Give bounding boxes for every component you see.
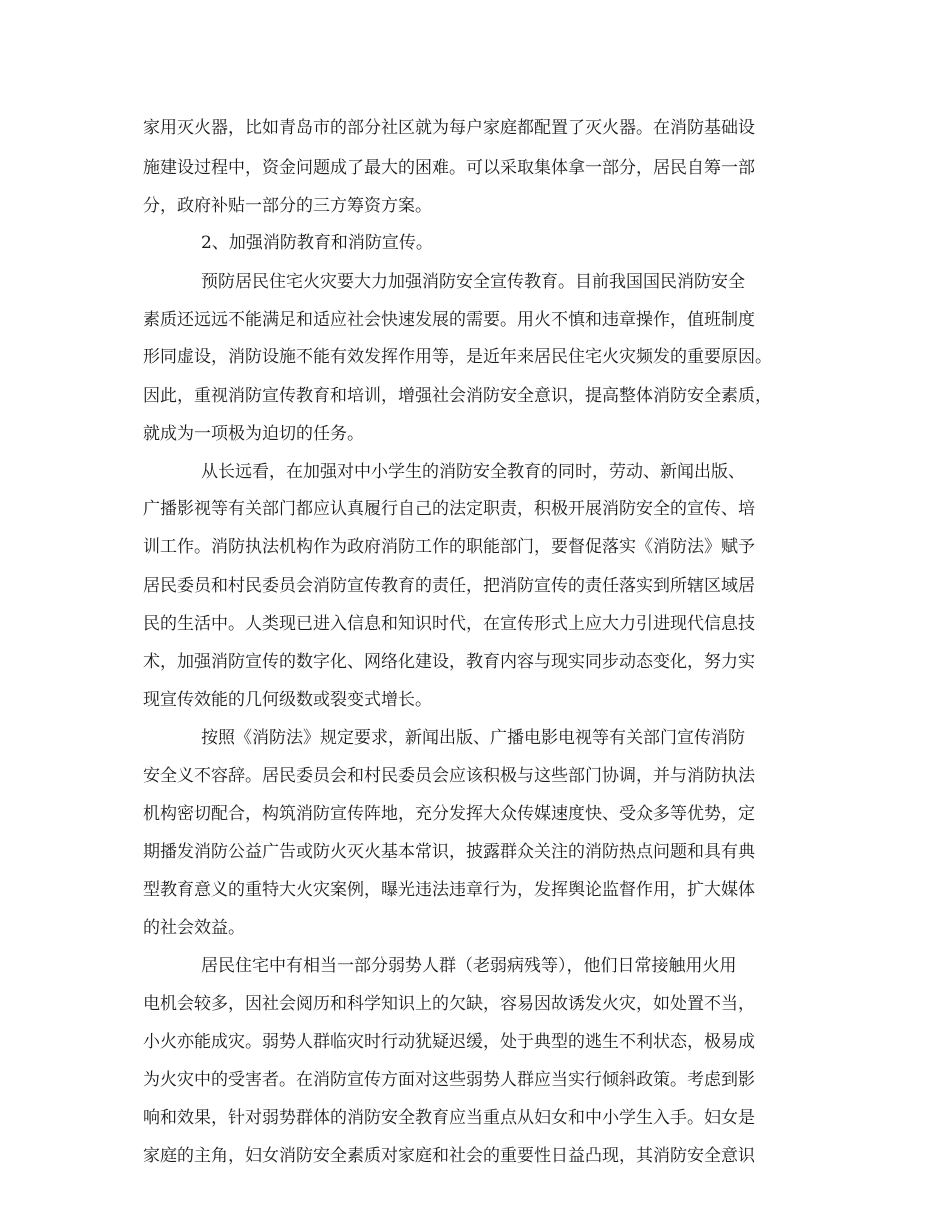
paragraph-2-line-2: 素质还远远不能满足和适应社会快速发展的需要。用火不慎和违章操作，值班制度 [143, 310, 755, 330]
paragraph-1-line-1: 家用灭火器，比如青岛市的部分社区就为每户家庭都配置了灭火器。在消防基础设 [143, 118, 755, 138]
paragraph-4-line-3: 机构密切配合，构筑消防宣传阵地，充分发挥大众传媒速度快、受众多等优势，定 [143, 804, 755, 824]
section-heading-2: 2、加强消防教育和消防宣传。 [201, 233, 433, 253]
paragraph-5-line-1: 居民住宅中有相当一部分弱势人群（老弱病残等），他们日常接触用火用 [201, 956, 737, 976]
paragraph-3-line-1: 从长远看，在加强对中小学生的消防安全教育的同时，劳动、新闻出版、 [201, 462, 745, 482]
paragraph-2-line-4: 因此，重视消防宣传教育和培训，增强社会消防安全意识，提高整体消防安全素质， [143, 386, 772, 406]
paragraph-5-line-6: 家庭的主角，妇女消防安全素质对家庭和社会的重要性日益凸现，其消防安全意识 [143, 1146, 755, 1166]
paragraph-4-line-1: 按照《消防法》规定要求，新闻出版、广播电影电视等有关部门宣传消防 [201, 728, 745, 748]
paragraph-1-line-2: 施建设过程中，资金问题成了最大的困难。可以采取集体拿一部分，居民自筹一部 [143, 158, 755, 178]
paragraph-5-line-3: 小火亦能成灾。弱势人群临灾时行动犹疑迟缓，处于典型的逃生不利状态，极易成 [143, 1032, 755, 1052]
paragraph-5-line-5: 响和效果，针对弱势群体的消防安全教育应当重点从妇女和中小学生入手。妇女是 [143, 1108, 755, 1128]
paragraph-2-line-5: 就成为一项极为迫切的任务。 [143, 424, 364, 444]
paragraph-2-line-3: 形同虚设，消防设施不能有效发挥作用等，是近年来居民住宅火灾频发的重要原因。 [143, 347, 772, 367]
paragraph-4-line-2: 安全义不容辞。居民委员会和村民委员会应该积极与这些部门协调，并与消防执法 [143, 766, 755, 786]
paragraph-3-line-6: 术，加强消防宣传的数字化、网络化建设，教育内容与现实同步动态变化，努力实 [143, 652, 755, 672]
paragraph-2-line-1: 预防居民住宅火灾要大力加强消防安全宣传教育。目前我国国民消防安全 [201, 272, 745, 292]
paragraph-4-line-5: 型教育意义的重特大火灾案例，曝光违法违章行为，发挥舆论监督作用，扩大媒体 [143, 880, 755, 900]
paragraph-5-line-4: 为火灾中的受害者。在消防宣传方面对这些弱势人群应当实行倾斜政策。考虑到影 [143, 1070, 755, 1090]
paragraph-4-line-6: 的社会效益。 [143, 918, 245, 938]
paragraph-3-line-7: 现宣传效能的几何级数或裂变式增长。 [143, 690, 432, 710]
paragraph-3-line-3: 训工作。消防执法机构作为政府消防工作的职能部门，要督促落实《消防法》赋予 [143, 537, 755, 557]
paragraph-5-line-2: 电机会较多，因社会阅历和科学知识上的欠缺，容易因故诱发火灾，如处置不当， [143, 994, 755, 1014]
paragraph-3-line-5: 民的生活中。人类现已进入信息和知识时代，在宣传形式上应大力引进现代信息技 [143, 614, 755, 634]
paragraph-4-line-4: 期播发消防公益广告或防火灭火基本常识，披露群众关注的消防热点问题和具有典 [143, 842, 755, 862]
paragraph-3-line-4: 居民委员和村民委员会消防宣传教育的责任，把消防宣传的责任落实到所辖区域居 [143, 576, 755, 596]
paragraph-1-line-3: 分，政府补贴一部分的三方筹资方案。 [143, 196, 432, 216]
paragraph-3-line-2: 广播影视等有关部门都应认真履行自己的法定职责，积极开展消防安全的宣传、培 [143, 499, 755, 519]
